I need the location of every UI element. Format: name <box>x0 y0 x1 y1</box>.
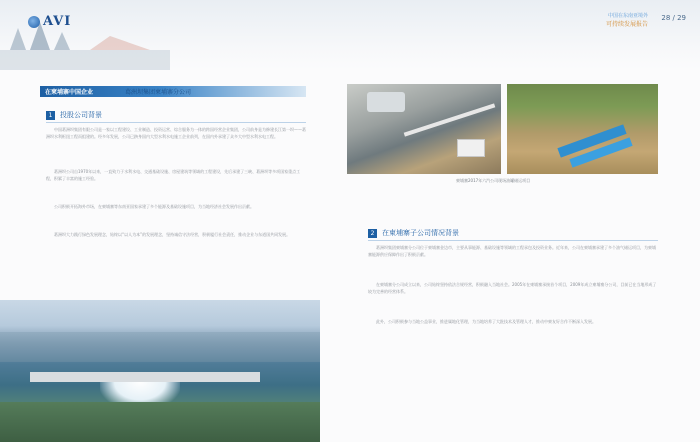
section-heading-2 <box>368 228 459 238</box>
section-title: 投股公司背景 <box>60 111 102 119</box>
company-logo <box>28 14 71 29</box>
body-paragraph: 此外，公司积极参与当地公益事业，推进属地化管理，为当地培养了大批技术及管理人才，推动中柬友好合作不断深入发展。 <box>376 319 596 324</box>
body-paragraph: 中国葛洲坝集团有限公司是一家以工程建设、工业制造、投资运营、综合服务为一体的跨国经营企业集团，公司前身是为修建长江第一坝——葛洲坝水利枢纽工程而组建的。经多年发展，公司已跻身国内大型水利水电施工企业前列，在国内外承建了众多大中型水利水电工程。 <box>46 127 306 139</box>
storage-tank <box>367 92 405 112</box>
tanker-truck <box>457 139 485 157</box>
section-heading-1 <box>46 110 102 120</box>
dam-foreground <box>0 402 320 442</box>
dam-photo <box>0 300 320 442</box>
report-title-line1: 中国在东南亚境外 <box>607 13 648 19</box>
photo-caption: 柬埔寨2017年六汽公司现场油罐储运项目 <box>456 178 531 183</box>
pipeline <box>404 103 496 136</box>
section-divider <box>368 240 658 241</box>
report-title-line2: 可持续发展报告 <box>605 21 648 28</box>
section-divider <box>46 122 306 123</box>
section-number-badge: 1 <box>46 111 55 120</box>
logo-globe-icon <box>28 16 40 28</box>
section-title: 在柬埔寨子公司情况背景 <box>382 229 459 237</box>
body-paragraph: 葛洲坝大力践行绿色发展理念，始终以“以人为本”的发展理念，坚持诚信守法经营，积极履行社会责任，推动企业与东道国共同发展。 <box>54 232 291 237</box>
aerial-site-photo <box>507 84 658 174</box>
dam-wall <box>30 372 260 382</box>
body-paragraph: 公司积极开拓海外市场，在柬埔寨等东南亚国家承建了多个能源及基础设施项目，为当地经济社会发展作出贡献。 <box>54 204 254 209</box>
body-paragraph: 葛洲坝集团柬埔寨分公司位于柬埔寨金边市，主要从事能源、基础设施等领域的工程承包及投资业务。近年来，公司在柬埔寨承建了多个油气储运项目，为柬埔寨能源供应保障作出了积极贡献。 <box>368 245 656 257</box>
company-banner <box>40 86 306 97</box>
dam-hills <box>0 332 320 362</box>
temple-illustration <box>0 20 170 70</box>
banner-secondary: 葛洲坝集团柬埔寨分公司 <box>125 89 192 96</box>
header-illustration <box>0 0 700 70</box>
body-paragraph: 葛洲坝公司自1970年以来，一直致力于水利水电、交通基础设施、房屋建筑等领域的工程建设，先后承建了三峡、葛洲坝等多项国家重点工程，积累了丰富的施工经验。 <box>46 169 301 181</box>
body-paragraph: 在柬埔寨分公司成立以来，公司始终坚持依法合规经营，积极融入当地社会。2005年在柬埔寨承接首个项目，2009年成立柬埔寨分公司，目前已在当地形成了较为完善的经营体系。 <box>368 282 657 294</box>
oil-depot-photo <box>347 84 501 174</box>
page-number: 28 / 29 <box>661 14 686 22</box>
report-title-block <box>606 12 648 28</box>
banner-primary: 在柬埔寨中国企业 <box>45 89 94 96</box>
section-number-badge: 2 <box>368 229 377 238</box>
logo-text: AVI <box>43 14 72 29</box>
